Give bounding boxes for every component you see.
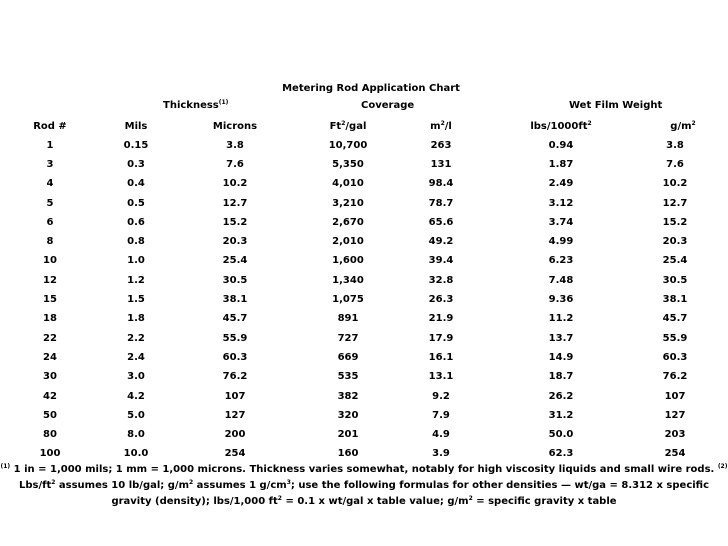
cell-m2-l: 49.2: [428, 236, 454, 248]
cell-g-m2: 20.3: [662, 236, 688, 248]
cell-lbs-1000ft2: 13.7: [548, 332, 574, 344]
cell-rod: 1: [46, 139, 54, 151]
cell-g-m2: 203: [664, 429, 686, 441]
cell-m2-l: 39.4: [428, 255, 454, 267]
cell-microns: 3.8: [226, 139, 244, 151]
cell-microns: 7.6: [226, 158, 244, 170]
cell-ft2-gal: 201: [337, 429, 359, 441]
cell-mils: 0.8: [127, 236, 145, 248]
cell-mils: 0.6: [127, 216, 145, 228]
cell-m2-l: 26.3: [428, 294, 454, 306]
cell-ft2-gal: 2,010: [332, 236, 364, 248]
cell-ft2-gal: 160: [337, 448, 359, 460]
cell-rod: 18: [43, 313, 57, 325]
cell-lbs-1000ft2: 2.49: [548, 178, 574, 190]
cell-mils: 4.2: [127, 390, 145, 402]
cell-m2-l: 131: [430, 158, 452, 170]
cell-ft2-gal: 320: [337, 409, 359, 421]
cell-m2-l: 78.7: [428, 197, 454, 209]
coverage-group-header: Coverage: [361, 100, 415, 111]
col-header-microns: Microns: [212, 121, 258, 132]
cell-microns: 20.3: [222, 236, 248, 248]
cell-g-m2: 107: [664, 390, 686, 402]
table-row: [0, 175, 712, 194]
cell-m2-l: 65.6: [428, 216, 454, 228]
cell-mils: 2.2: [127, 332, 145, 344]
cell-rod: 12: [43, 274, 57, 286]
cell-microns: 15.2: [222, 216, 248, 228]
cell-microns: 55.9: [222, 332, 248, 344]
cell-mils: 1.5: [127, 294, 145, 306]
cell-mils: 1.0: [127, 255, 145, 267]
cell-lbs-1000ft2: 7.48: [548, 274, 574, 286]
cell-mils: 10.0: [123, 448, 149, 460]
cell-lbs-1000ft2: 6.23: [548, 255, 574, 267]
table-row: [0, 213, 712, 232]
cell-lbs-1000ft2: 1.87: [548, 158, 574, 170]
cell-lbs-1000ft2: 14.9: [548, 351, 574, 363]
cell-rod: 15: [43, 294, 57, 306]
cell-mils: 8.0: [127, 429, 145, 441]
footnote-1-marker: (1): [0, 463, 11, 470]
cell-lbs-1000ft2: 11.2: [548, 313, 574, 325]
cell-m2-l: 9.2: [432, 390, 450, 402]
cell-rod: 4: [46, 178, 54, 190]
cell-g-m2: 60.3: [662, 351, 688, 363]
footnote: $^{(1)}$ 1 in = 1,000 mils; 1 mm = 1,000 microns. Thickness varies somewhat, notably for high viscosity liquids and small wire rods. $^{(2)}$ Lbs/$ft^2$ assumes 10 lb/gal; $g/m^2$ assumes 1 $g/cm^3$; use the following formulas for other densities — wt/ga = 8.312 x specific gravity (density); lbs/1,000 $ft^2 = 0.1$ x wt/gal x table value; $g/m^2$ = specific gravity x table: [0, 463, 728, 507]
cell-microns: 25.4: [222, 255, 248, 267]
cell-g-m2: 254: [664, 448, 686, 460]
cell-lbs-1000ft2: 3.12: [548, 197, 574, 209]
table-row: [0, 194, 712, 213]
cell-rod: 8: [46, 236, 54, 248]
col-header-rod: Rod #: [33, 121, 67, 132]
cell-mils: 0.15: [123, 139, 149, 151]
cell-g-m2: 127: [664, 409, 686, 421]
table-row: [0, 310, 712, 329]
cell-g-m2: 7.6: [666, 158, 684, 170]
table-row: [0, 290, 712, 309]
cell-ft2-gal: 3,210: [332, 197, 364, 209]
cell-g-m2: 15.2: [662, 216, 688, 228]
table-row: [0, 136, 712, 155]
table-row: [0, 232, 712, 251]
rod-data-table: [0, 136, 712, 464]
table-row: [0, 425, 712, 444]
cell-m2-l: 32.8: [428, 274, 454, 286]
cell-mils: 1.8: [127, 313, 145, 325]
table-row: [0, 252, 712, 271]
col-header-ft2-gal: Ft$^2$/gal: [329, 120, 367, 132]
wet-film-group-header: Wet Film Weight: [569, 100, 663, 111]
cell-g-m2: 76.2: [662, 371, 688, 383]
cell-microns: 45.7: [222, 313, 248, 325]
cell-ft2-gal: 727: [337, 332, 359, 344]
cell-microns: 38.1: [222, 294, 248, 306]
cell-mils: 0.4: [127, 178, 145, 190]
cell-mils: 0.5: [127, 197, 145, 209]
cell-m2-l: 7.9: [432, 409, 450, 421]
table-row: [0, 155, 712, 174]
cell-rod: 100: [39, 448, 61, 460]
cell-m2-l: 13.1: [428, 371, 454, 383]
cell-ft2-gal: 1,340: [332, 274, 364, 286]
table-row: [0, 329, 712, 348]
cell-microns: 60.3: [222, 351, 248, 363]
cell-microns: 254: [224, 448, 246, 460]
cell-microns: 76.2: [222, 371, 248, 383]
cell-g-m2: 12.7: [662, 197, 688, 209]
cell-lbs-1000ft2: 18.7: [548, 371, 574, 383]
table-row: [0, 406, 712, 425]
cell-m2-l: 21.9: [428, 313, 454, 325]
cell-rod: 22: [43, 332, 57, 344]
cell-g-m2: 10.2: [662, 178, 688, 190]
cell-g-m2: 30.5: [662, 274, 688, 286]
cell-m2-l: 17.9: [428, 332, 454, 344]
cell-lbs-1000ft2: 4.99: [548, 236, 574, 248]
cell-rod: 5: [46, 197, 54, 209]
col-header-lbs-1000ft2: lbs/$1000ft^2$: [530, 120, 592, 132]
cell-ft2-gal: 382: [337, 390, 359, 402]
cell-m2-l: 3.9: [432, 448, 450, 460]
cell-lbs-1000ft2: 3.74: [548, 216, 574, 228]
cell-g-m2: 25.4: [662, 255, 688, 267]
cell-lbs-1000ft2: 31.2: [548, 409, 574, 421]
cell-rod: 80: [43, 429, 57, 441]
cell-lbs-1000ft2: 62.3: [548, 448, 574, 460]
cell-rod: 6: [46, 216, 54, 228]
cell-ft2-gal: 4,010: [332, 178, 364, 190]
cell-ft2-gal: 891: [337, 313, 359, 325]
cell-mils: 0.3: [127, 158, 145, 170]
cell-lbs-1000ft2: 9.36: [548, 294, 574, 306]
col-header-mils: Mils: [124, 121, 148, 132]
cell-ft2-gal: 535: [337, 371, 359, 383]
cell-rod: 42: [43, 390, 57, 402]
cell-m2-l: 263: [430, 139, 452, 151]
cell-microns: 107: [224, 390, 246, 402]
cell-microns: 12.7: [222, 197, 248, 209]
cell-ft2-gal: 5,350: [332, 158, 364, 170]
cell-microns: 10.2: [222, 178, 248, 190]
cell-g-m2: 55.9: [662, 332, 688, 344]
cell-m2-l: 16.1: [428, 351, 454, 363]
thickness-footnote-ref: (1): [218, 99, 229, 106]
cell-microns: 200: [224, 429, 246, 441]
cell-ft2-gal: 10,700: [328, 139, 368, 151]
cell-lbs-1000ft2: 50.0: [548, 429, 574, 441]
cell-m2-l: 4.9: [432, 429, 450, 441]
cell-rod: 3: [46, 158, 54, 170]
table-row: [0, 387, 712, 406]
cell-m2-l: 98.4: [428, 178, 454, 190]
cell-mils: 1.2: [127, 274, 145, 286]
col-header-g-m2: $g/m^2$: [670, 120, 696, 132]
cell-microns: 127: [224, 409, 246, 421]
cell-rod: 24: [43, 351, 57, 363]
cell-mils: 5.0: [127, 409, 145, 421]
cell-g-m2: 45.7: [662, 313, 688, 325]
cell-mils: 2.4: [127, 351, 145, 363]
cell-rod: 50: [43, 409, 57, 421]
thickness-label: Thickness: [163, 100, 219, 111]
cell-mils: 3.0: [127, 371, 145, 383]
cell-g-m2: 38.1: [662, 294, 688, 306]
cell-rod: 10: [43, 255, 57, 267]
chart-title: Metering Rod Application Chart: [282, 83, 460, 94]
cell-ft2-gal: 2,670: [332, 216, 364, 228]
cell-microns: 30.5: [222, 274, 248, 286]
table-row: [0, 368, 712, 387]
thickness-group-header: [163, 100, 228, 111]
cell-lbs-1000ft2: 0.94: [548, 139, 574, 151]
cell-rod: 30: [43, 371, 57, 383]
table-row: [0, 348, 712, 367]
cell-g-m2: 3.8: [666, 139, 684, 151]
cell-lbs-1000ft2: 26.2: [548, 390, 574, 402]
cell-ft2-gal: 1,600: [332, 255, 364, 267]
cell-ft2-gal: 669: [337, 351, 359, 363]
table-row: [0, 271, 712, 290]
col-header-m2-l: $m^2/l$: [430, 120, 452, 132]
cell-ft2-gal: 1,075: [332, 294, 364, 306]
footnote-2-marker: (2): [717, 463, 728, 470]
